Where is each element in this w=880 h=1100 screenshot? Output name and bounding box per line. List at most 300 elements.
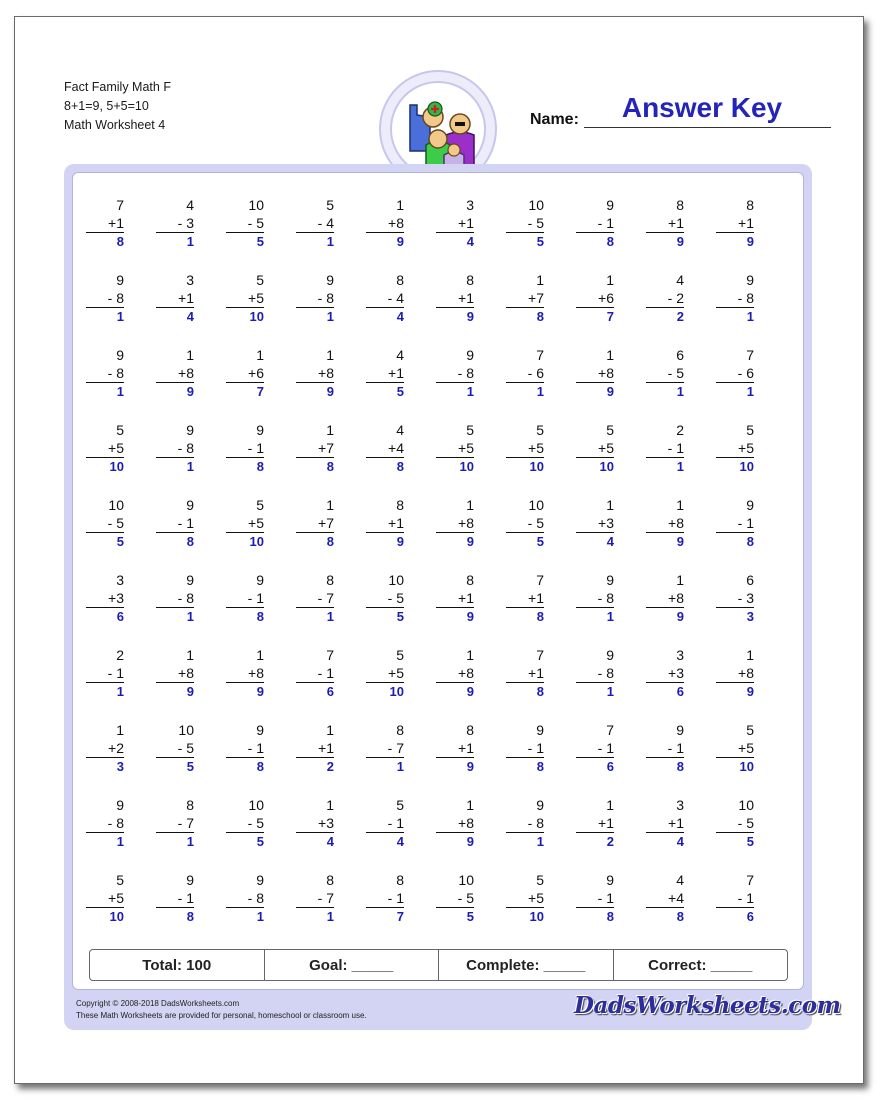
problem-top-number: 3 <box>186 272 194 288</box>
problem-operation: - 6 <box>527 365 544 381</box>
problem-cell <box>574 496 614 550</box>
problem-cell <box>504 496 544 550</box>
score-summary-bar <box>89 949 788 981</box>
problem-top-number: 9 <box>606 572 614 588</box>
problem-operation: - 8 <box>457 365 474 381</box>
problem-top-number: 5 <box>536 872 544 888</box>
problem-answer: 4 <box>396 309 404 324</box>
problem-top-number: 10 <box>178 722 194 738</box>
problem-operation: - 1 <box>247 590 264 606</box>
worksheet-header-info <box>64 78 171 135</box>
problem-top-number: 1 <box>606 497 614 513</box>
problem-answer: 5 <box>186 759 194 774</box>
problem-answer: 9 <box>396 234 404 249</box>
problem-cell <box>434 196 474 250</box>
problem-answer: 7 <box>256 384 264 399</box>
problem-top-number: 10 <box>528 497 544 513</box>
problem-answer: 2 <box>326 759 334 774</box>
problem-answer: 1 <box>746 309 754 324</box>
problem-top-number: 9 <box>606 872 614 888</box>
problem-top-number: 4 <box>186 197 194 213</box>
problem-answer: 1 <box>326 234 334 249</box>
problem-top-number: 8 <box>186 797 194 813</box>
problem-cell <box>154 646 194 700</box>
problem-operation: - 1 <box>597 215 614 231</box>
problem-cell <box>154 721 194 775</box>
name-label: Name: <box>530 111 579 128</box>
problem-answer: 1 <box>676 384 684 399</box>
problem-operation: +1 <box>318 740 334 756</box>
problem-cell <box>644 421 684 475</box>
problem-operation: - 4 <box>387 290 404 306</box>
problem-answer: 10 <box>109 909 124 924</box>
problem-cell <box>294 196 334 250</box>
problem-answer: 1 <box>116 684 124 699</box>
problem-answer: 4 <box>326 834 334 849</box>
problem-top-number: 10 <box>108 497 124 513</box>
problem-answer: 1 <box>186 609 194 624</box>
problem-answer: 8 <box>746 534 754 549</box>
problem-operation: +1 <box>738 215 754 231</box>
problem-operation: +8 <box>458 515 474 531</box>
problem-top-number: 6 <box>676 347 684 363</box>
problem-cell <box>644 721 684 775</box>
problem-cell <box>294 496 334 550</box>
problem-answer: 5 <box>746 834 754 849</box>
problem-operation: - 5 <box>527 515 544 531</box>
problem-operation: - 5 <box>107 515 124 531</box>
problem-cell <box>644 571 684 625</box>
problem-top-number: 5 <box>466 422 474 438</box>
problem-answer: 10 <box>249 534 264 549</box>
problem-operation: - 8 <box>107 815 124 831</box>
problem-cell <box>364 721 404 775</box>
problem-answer: 1 <box>746 384 754 399</box>
problem-cell <box>504 271 544 325</box>
problem-operation: +4 <box>388 440 404 456</box>
problem-operation: - 5 <box>387 590 404 606</box>
problem-top-number: 5 <box>256 497 264 513</box>
problem-cell <box>364 271 404 325</box>
problem-operation: - 3 <box>177 215 194 231</box>
problem-answer: 8 <box>186 909 194 924</box>
problem-top-number: 10 <box>248 197 264 213</box>
problem-answer: 1 <box>186 834 194 849</box>
name-field-line <box>584 127 831 128</box>
problem-operation: +5 <box>248 515 264 531</box>
problem-top-number: 9 <box>186 497 194 513</box>
problem-operation: +1 <box>668 815 684 831</box>
problem-top-number: 1 <box>396 197 404 213</box>
problem-cell <box>154 421 194 475</box>
problem-cell <box>644 871 684 925</box>
problem-top-number: 4 <box>676 872 684 888</box>
problem-answer: 1 <box>326 609 334 624</box>
problem-answer: 4 <box>396 834 404 849</box>
problem-top-number: 8 <box>396 272 404 288</box>
problem-cell <box>504 196 544 250</box>
problem-operation: +1 <box>458 740 474 756</box>
usage-disclaimer: These Math Worksheets are provided for personal, homeschool or classroom use. <box>76 1011 367 1020</box>
problem-answer: 1 <box>116 309 124 324</box>
problem-answer: 4 <box>676 834 684 849</box>
problem-operation: - 7 <box>177 815 194 831</box>
problem-operation: +8 <box>388 215 404 231</box>
problem-operation: +5 <box>598 440 614 456</box>
problem-cell <box>224 496 264 550</box>
problem-top-number: 5 <box>606 422 614 438</box>
problem-answer: 5 <box>396 384 404 399</box>
problem-cell <box>364 871 404 925</box>
problem-answer: 6 <box>606 759 614 774</box>
problem-answer: 8 <box>536 684 544 699</box>
problem-cell <box>714 421 754 475</box>
problem-operation: +8 <box>668 590 684 606</box>
problem-answer: 1 <box>256 909 264 924</box>
problem-operation: +8 <box>178 365 194 381</box>
problem-cell <box>294 271 334 325</box>
problem-top-number: 7 <box>746 872 754 888</box>
problem-answer: 1 <box>116 834 124 849</box>
problem-operation: - 1 <box>317 665 334 681</box>
problem-operation: +8 <box>458 815 474 831</box>
problem-top-number: 5 <box>116 872 124 888</box>
problem-answer: 8 <box>396 459 404 474</box>
problem-cell <box>714 196 754 250</box>
problem-answer: 5 <box>536 234 544 249</box>
problem-top-number: 9 <box>536 722 544 738</box>
problem-top-number: 8 <box>326 872 334 888</box>
problem-cell <box>714 571 754 625</box>
problem-answer: 5 <box>466 909 474 924</box>
problem-top-number: 1 <box>256 647 264 663</box>
problem-top-number: 1 <box>186 647 194 663</box>
problem-cell <box>714 271 754 325</box>
problem-answer: 8 <box>256 459 264 474</box>
problem-operation: +5 <box>248 290 264 306</box>
problem-operation: - 3 <box>737 590 754 606</box>
problem-top-number: 9 <box>256 872 264 888</box>
problem-top-number: 9 <box>256 422 264 438</box>
problem-answer: 9 <box>326 384 334 399</box>
problem-top-number: 9 <box>676 722 684 738</box>
problem-answer: 5 <box>256 834 264 849</box>
problem-operation: - 8 <box>527 815 544 831</box>
problem-answer: 9 <box>606 384 614 399</box>
problem-top-number: 4 <box>396 422 404 438</box>
problem-answer: 8 <box>536 609 544 624</box>
problem-answer: 6 <box>116 609 124 624</box>
problem-top-number: 7 <box>536 347 544 363</box>
problem-top-number: 9 <box>746 497 754 513</box>
problem-answer: 10 <box>599 459 614 474</box>
problem-cell <box>434 421 474 475</box>
problem-cell <box>504 571 544 625</box>
problem-top-number: 5 <box>746 722 754 738</box>
problem-top-number: 7 <box>116 197 124 213</box>
problem-cell <box>224 271 264 325</box>
problem-answer: 9 <box>186 384 194 399</box>
problem-top-number: 5 <box>116 422 124 438</box>
problem-answer: 5 <box>396 609 404 624</box>
problem-operation: +4 <box>668 890 684 906</box>
problem-cell <box>574 646 614 700</box>
problem-operation: - 8 <box>107 290 124 306</box>
problem-top-number: 8 <box>676 197 684 213</box>
problem-top-number: 1 <box>606 272 614 288</box>
problem-answer: 7 <box>606 309 614 324</box>
problem-top-number: 9 <box>186 572 194 588</box>
problem-top-number: 1 <box>606 797 614 813</box>
problem-top-number: 8 <box>396 722 404 738</box>
problem-answer: 9 <box>466 834 474 849</box>
problem-operation: - 8 <box>247 890 264 906</box>
problem-answer: 8 <box>256 759 264 774</box>
problem-top-number: 9 <box>536 797 544 813</box>
problem-cell <box>504 646 544 700</box>
problem-cell <box>504 796 544 850</box>
problem-top-number: 1 <box>116 722 124 738</box>
problem-operation: - 8 <box>317 290 334 306</box>
problem-top-number: 8 <box>326 572 334 588</box>
problem-cell <box>644 346 684 400</box>
problem-operation: +5 <box>528 440 544 456</box>
problem-top-number: 9 <box>186 872 194 888</box>
problem-answer: 9 <box>676 534 684 549</box>
problem-operation: - 8 <box>107 365 124 381</box>
problem-operation: - 8 <box>597 590 614 606</box>
problem-top-number: 1 <box>326 722 334 738</box>
problem-operation: - 1 <box>387 815 404 831</box>
problem-top-number: 5 <box>396 797 404 813</box>
problem-answer: 8 <box>536 309 544 324</box>
problem-cell <box>224 646 264 700</box>
problem-cell <box>294 871 334 925</box>
problem-cell <box>434 271 474 325</box>
problem-top-number: 2 <box>676 422 684 438</box>
problem-cell <box>154 496 194 550</box>
problem-top-number: 1 <box>466 797 474 813</box>
problem-answer: 6 <box>746 909 754 924</box>
problem-operation: +3 <box>598 515 614 531</box>
dadsworksheets-logo: DadsWorksheets.com <box>574 992 841 1019</box>
goal-field: Goal: _____ <box>265 950 440 980</box>
problem-answer: 9 <box>746 234 754 249</box>
problem-top-number: 10 <box>388 572 404 588</box>
problem-cell <box>154 196 194 250</box>
problem-answer: 10 <box>739 759 754 774</box>
problem-cell <box>504 421 544 475</box>
problem-top-number: 9 <box>116 797 124 813</box>
problem-top-number: 8 <box>466 272 474 288</box>
problem-top-number: 7 <box>606 722 614 738</box>
problem-top-number: 8 <box>396 497 404 513</box>
problem-operation: +1 <box>178 290 194 306</box>
problem-operation: - 7 <box>387 740 404 756</box>
problem-answer: 4 <box>466 234 474 249</box>
problem-answer: 1 <box>536 834 544 849</box>
problem-cell <box>574 871 614 925</box>
problem-cell <box>574 796 614 850</box>
problem-cell <box>224 421 264 475</box>
problem-cell <box>84 721 124 775</box>
problem-operation: +1 <box>458 590 474 606</box>
problem-cell <box>574 421 614 475</box>
problem-cell <box>574 721 614 775</box>
problem-top-number: 8 <box>396 872 404 888</box>
problem-operation: +1 <box>598 815 614 831</box>
problem-cell <box>714 796 754 850</box>
problem-answer: 9 <box>466 534 474 549</box>
problem-operation: - 8 <box>737 290 754 306</box>
problem-top-number: 10 <box>738 797 754 813</box>
problem-top-number: 9 <box>606 197 614 213</box>
problem-operation: +8 <box>458 665 474 681</box>
problem-answer: 8 <box>326 459 334 474</box>
problem-cell <box>644 796 684 850</box>
problem-top-number: 3 <box>116 572 124 588</box>
problem-cell <box>224 796 264 850</box>
total-count: Total: 100 <box>90 950 265 980</box>
problem-cell <box>294 796 334 850</box>
problem-cell <box>434 646 474 700</box>
problem-operation: +5 <box>738 440 754 456</box>
problem-cell <box>224 721 264 775</box>
problem-answer: 1 <box>186 234 194 249</box>
problem-top-number: 1 <box>676 572 684 588</box>
problem-operation: +3 <box>108 590 124 606</box>
problem-operation: - 2 <box>667 290 684 306</box>
problem-operation: +2 <box>108 740 124 756</box>
complete-field: Complete: _____ <box>439 950 614 980</box>
problem-cell <box>644 646 684 700</box>
problem-cell <box>154 796 194 850</box>
problem-cell <box>154 346 194 400</box>
problem-operation: - 4 <box>317 215 334 231</box>
problem-top-number: 5 <box>536 422 544 438</box>
problem-operation: +8 <box>318 365 334 381</box>
problem-operation: +8 <box>668 515 684 531</box>
problem-answer: 1 <box>116 384 124 399</box>
problem-top-number: 9 <box>326 272 334 288</box>
problem-answer: 1 <box>606 684 614 699</box>
problem-top-number: 9 <box>466 347 474 363</box>
problem-cell <box>84 196 124 250</box>
problem-answer: 10 <box>109 459 124 474</box>
problem-cell <box>84 871 124 925</box>
problem-cell <box>504 346 544 400</box>
problem-answer: 10 <box>739 459 754 474</box>
problem-operation: - 8 <box>177 440 194 456</box>
problem-top-number: 7 <box>326 647 334 663</box>
problem-answer: 2 <box>606 834 614 849</box>
problem-cell <box>294 421 334 475</box>
problem-top-number: 7 <box>536 647 544 663</box>
problem-cell <box>224 871 264 925</box>
problem-answer: 10 <box>529 909 544 924</box>
problem-top-number: 1 <box>466 647 474 663</box>
problem-answer: 2 <box>676 309 684 324</box>
problem-operation: - 5 <box>527 215 544 231</box>
problem-operation: - 8 <box>177 590 194 606</box>
problem-cell <box>434 871 474 925</box>
problem-cell <box>84 796 124 850</box>
problem-cell <box>294 571 334 625</box>
problem-answer: 9 <box>466 309 474 324</box>
problem-top-number: 1 <box>326 347 334 363</box>
problem-operation: - 5 <box>247 815 264 831</box>
problem-cell <box>434 346 474 400</box>
problem-answer: 3 <box>746 609 754 624</box>
problem-cell <box>574 196 614 250</box>
problem-cell <box>434 496 474 550</box>
problem-top-number: 10 <box>458 872 474 888</box>
problem-operation: +1 <box>108 215 124 231</box>
problem-operation: +7 <box>318 515 334 531</box>
problem-operation: +1 <box>668 215 684 231</box>
problem-cell <box>294 646 334 700</box>
problem-answer: 6 <box>326 684 334 699</box>
problem-answer: 8 <box>676 909 684 924</box>
problem-top-number: 1 <box>256 347 264 363</box>
problem-cell <box>364 796 404 850</box>
problem-operation: +1 <box>388 515 404 531</box>
problem-cell <box>84 421 124 475</box>
fact-family-icon <box>402 95 478 167</box>
problem-operation: - 1 <box>107 665 124 681</box>
problem-operation: - 1 <box>667 740 684 756</box>
problem-cell <box>84 646 124 700</box>
problem-operation: +8 <box>248 665 264 681</box>
problem-operation: - 1 <box>737 515 754 531</box>
problem-cell <box>154 271 194 325</box>
worksheet-subtitle: 8+1=9, 5+5=10 <box>64 99 149 113</box>
problem-top-number: 9 <box>116 272 124 288</box>
problem-top-number: 8 <box>466 572 474 588</box>
problem-cell <box>224 346 264 400</box>
problem-operation: +1 <box>528 590 544 606</box>
problem-top-number: 5 <box>746 422 754 438</box>
problem-cell <box>714 646 754 700</box>
problem-answer: 8 <box>606 234 614 249</box>
problem-cell <box>364 496 404 550</box>
problem-answer: 8 <box>676 759 684 774</box>
problem-operation: +3 <box>318 815 334 831</box>
problem-top-number: 1 <box>746 647 754 663</box>
problem-answer: 1 <box>676 459 684 474</box>
problem-top-number: 9 <box>256 572 264 588</box>
problem-cell <box>644 496 684 550</box>
problem-answer: 5 <box>536 534 544 549</box>
problem-operation: - 5 <box>667 365 684 381</box>
problem-answer: 9 <box>466 759 474 774</box>
copyright-notice <box>76 998 367 1022</box>
problem-cell <box>714 346 754 400</box>
problem-cell <box>84 571 124 625</box>
problem-answer: 1 <box>396 759 404 774</box>
problem-top-number: 7 <box>536 572 544 588</box>
problem-top-number: 4 <box>676 272 684 288</box>
problem-cell <box>154 871 194 925</box>
problem-top-number: 1 <box>606 347 614 363</box>
problem-answer: 1 <box>326 909 334 924</box>
problem-answer: 6 <box>676 684 684 699</box>
problem-answer: 1 <box>186 459 194 474</box>
problem-top-number: 3 <box>676 647 684 663</box>
problem-operation: - 1 <box>597 740 614 756</box>
problem-operation: - 7 <box>317 890 334 906</box>
problem-answer: 4 <box>186 309 194 324</box>
